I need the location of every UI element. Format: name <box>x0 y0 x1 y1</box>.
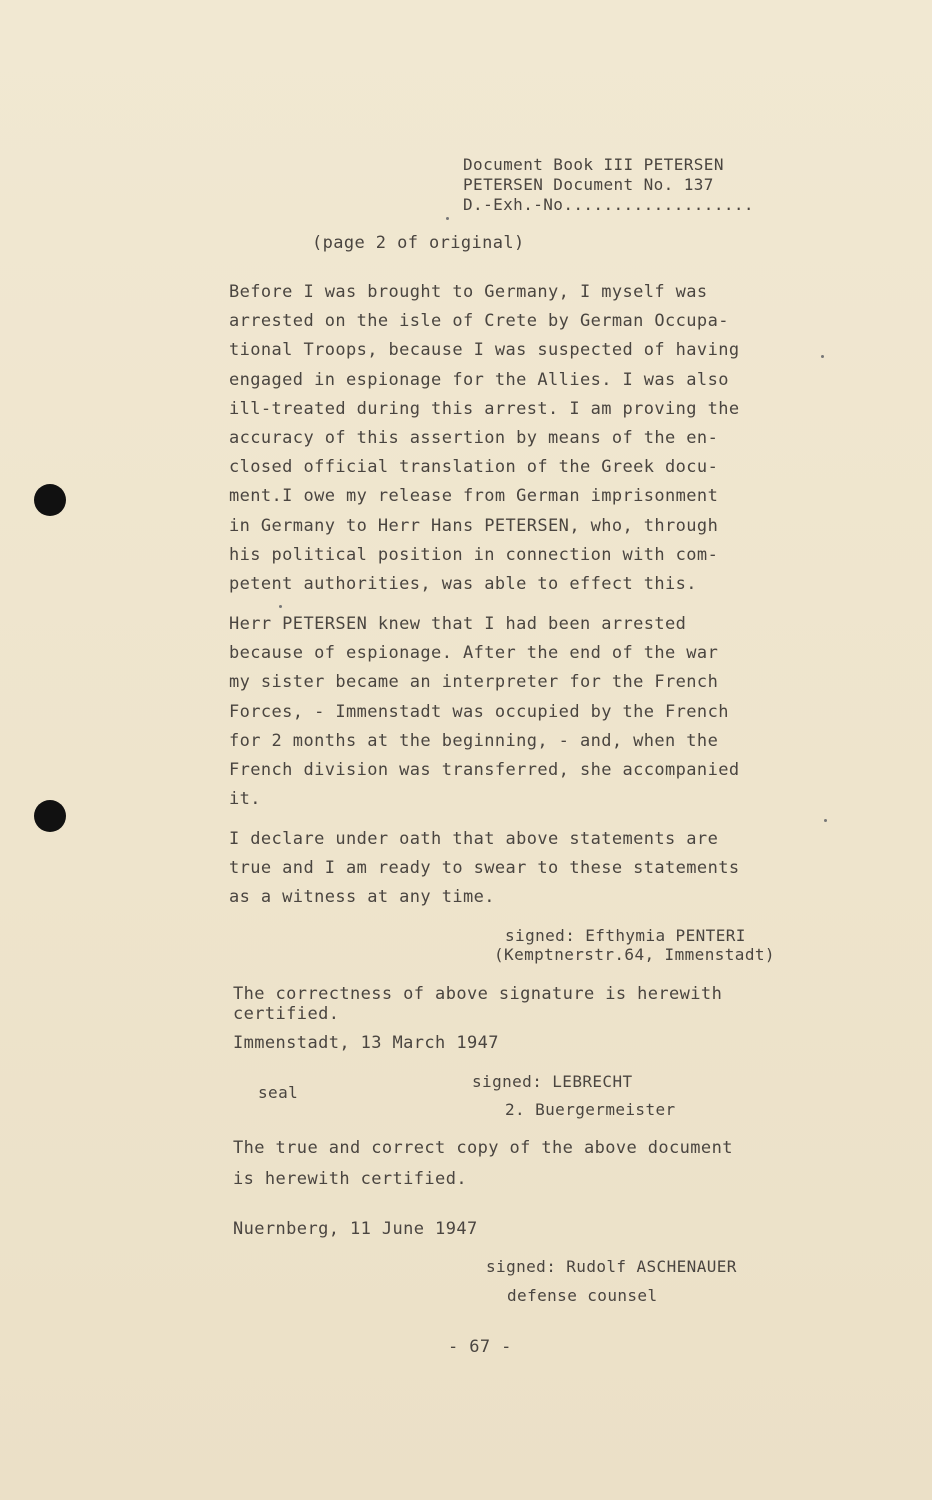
text-line: ment.I owe my release from German imprisonment <box>229 486 719 507</box>
text-line: engaged in espionage for the Allies. I was also <box>229 369 729 390</box>
text-line: Forces, - Immenstadt was occupied by the French <box>229 701 729 722</box>
text-line: petent authorities, was able to effect this. <box>229 574 697 595</box>
text-line: in Germany to Herr Hans PETERSEN, who, through <box>229 515 719 536</box>
seal-label: seal <box>258 1083 299 1102</box>
speck <box>446 217 449 220</box>
certification-line-2: certified. <box>233 1004 340 1024</box>
text-line: I declare under oath that above statements are <box>229 829 719 849</box>
text-line: because of espionage. After the end of the war <box>229 643 719 664</box>
copy-cert-line-1: The true and correct copy of the above document <box>233 1138 733 1158</box>
text-line: Herr PETERSEN knew that I had been arrested <box>229 614 687 634</box>
paragraph-2 <box>229 610 739 814</box>
speck <box>824 819 827 822</box>
text-line: Before I was brought to Germany, I myself was <box>229 282 708 302</box>
punch-hole <box>34 484 66 516</box>
header-book-line: Document Book III PETERSEN <box>463 155 724 174</box>
signature-aschenauer: signed: Rudolf ASCHENAUER <box>486 1257 737 1276</box>
place-date-immenstadt: Immenstadt, 13 March 1947 <box>233 1033 499 1053</box>
certification-line-1: The correctness of above signature is herewith <box>233 984 723 1004</box>
signature-penteri: signed: Efthymia PENTERI <box>505 926 746 945</box>
text-line: ill-treated during this arrest. I am proving the <box>229 398 740 419</box>
page-number: - 67 - <box>448 1337 512 1357</box>
copy-cert-line-2: is herewith certified. <box>233 1169 467 1189</box>
mayor-title: 2. Buergermeister <box>505 1100 676 1119</box>
speck <box>821 355 824 358</box>
text-line: my sister became an interpreter for the French <box>229 672 719 693</box>
text-line: his political position in connection with com- <box>229 544 719 565</box>
paragraph-3 <box>229 825 739 913</box>
paragraph-1 <box>229 278 739 599</box>
header-document-no: PETERSEN Document No. 137 <box>463 175 714 194</box>
punch-hole <box>34 800 66 832</box>
text-line: for 2 months at the beginning, - and, when the <box>229 730 719 751</box>
text-line: accuracy of this assertion by means of the en- <box>229 428 719 449</box>
text-line: it. <box>229 789 261 810</box>
document-header <box>463 155 754 215</box>
address-line: (Kemptnerstr.64, Immenstadt) <box>494 945 775 964</box>
speck <box>279 605 282 608</box>
text-line: French division was transferred, she accompanied <box>229 760 740 781</box>
signature-lebrecht: signed: LEBRECHT <box>472 1072 633 1091</box>
page-note: (page 2 of original) <box>312 233 525 253</box>
place-date-nuernberg: Nuernberg, 11 June 1947 <box>233 1219 478 1239</box>
text-line: true and I am ready to swear to these statements <box>229 858 740 879</box>
text-line: tional Troops, because I was suspected of having <box>229 340 740 361</box>
header-exhibit-no: D.-Exh.-No................... <box>463 195 754 214</box>
text-line: closed official translation of the Greek docu- <box>229 457 719 478</box>
text-line: as a witness at any time. <box>229 887 495 908</box>
text-line: arrested on the isle of Crete by German Occupa- <box>229 311 729 332</box>
counsel-title: defense counsel <box>507 1286 658 1305</box>
